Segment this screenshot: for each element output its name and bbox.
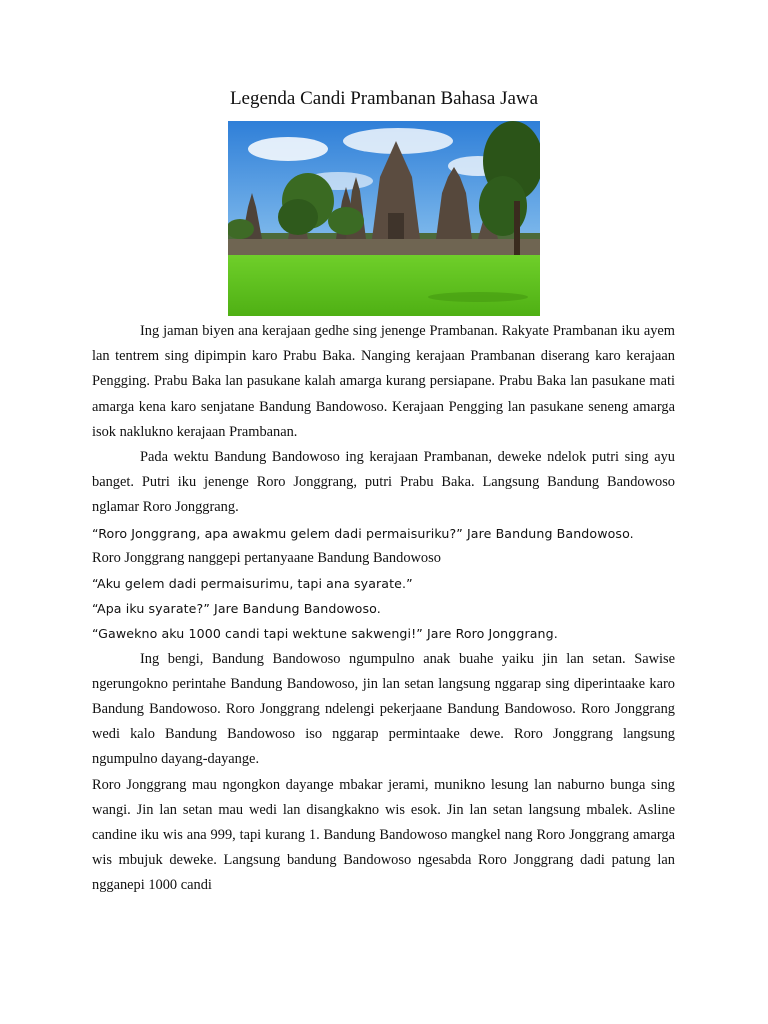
dialogue-line-2: Roro Jonggrang nanggepi pertanyaane Bandung Bandowoso: [92, 549, 441, 566]
paragraph-3: Ing bengi, Bandung Bandowoso ngumpulno anak buahe yaiku jin lan setan. Sawise ngerungokno perintahe Bandung Bandowoso, jin lan setan langsung nggarap sing diperintaake karo Bandung Bandowoso. Roro Jonggrang ndelengi pekerjaane Bandung Bandowoso. Roro Jonggrang wedi kalo Bandung Bandowoso iso nggarap permintaake dewe. Roro Jonggrang langsung ngumpulno dayang-dayange.: [92, 650, 675, 768]
paragraph-1: Ing jaman biyen ana kerajaan gedhe sing jenenge Prambanan. Rakyate Prambanan iku ayem lan tentrem sing dipimpin karo Prabu Baka. Nanging kerajaan Prambanan diserang karo kerajaan Pengging. Prabu Baka lan pasukane kalah amarga kurang persiapane. Prabu Baka lan pasukane mati amarga kena karo senjatane Bandung Bandowoso. Kerajaan Pengging lan pasukane seneng amarga isok naklukno kerajaan Prambanan.: [92, 323, 675, 440]
dialogue-line-4: “Apa iku syarate?” Jare Bandung Bandowoso.: [92, 601, 381, 617]
paragraph-4: Roro Jonggrang mau ngongkon dayange mbakar jerami, munikno lesung lan naburno bunga sing wangi. Jin lan setan mau wedi lan disangkakno wis esok. Jin lan setan langsung mbalek. Asline candine iku wis ana 999, tapi kurang 1. Bandung Bandowoso mangkel nang Roro Jonggrang amarga wis mbujuk deweke. Langsung bandung Bandowoso ngesabda Roro Jonggrang dadi patung lan ngganepi 1000 candi: [92, 776, 675, 894]
prambanan-temple-photo: [228, 121, 540, 316]
dialogue-line-3: “Aku gelem dadi permaisurimu, tapi ana syarate.”: [92, 576, 413, 592]
dialogue-line-1: “Roro Jonggrang, apa awakmu gelem dadi permaisuriku?” Jare Bandung Bandowoso.: [92, 525, 634, 541]
document-title: Legenda Candi Prambanan Bahasa Jawa: [229, 88, 539, 109]
paragraph-2: Pada wektu Bandung Bandowoso ing kerajaan Prambanan, deweke ndelok putri sing ayu banget. Putri iku jenenge Roro Jonggrang, putri Prabu Baka. Langsung Bandung Bandowoso nglamar Roro Jonggrang.: [92, 449, 675, 516]
dialogue-line-5: “Gawekno aku 1000 candi tapi wektune sakwengi!” Jare Roro Jonggrang.: [92, 626, 558, 642]
document-body: [92, 319, 675, 899]
